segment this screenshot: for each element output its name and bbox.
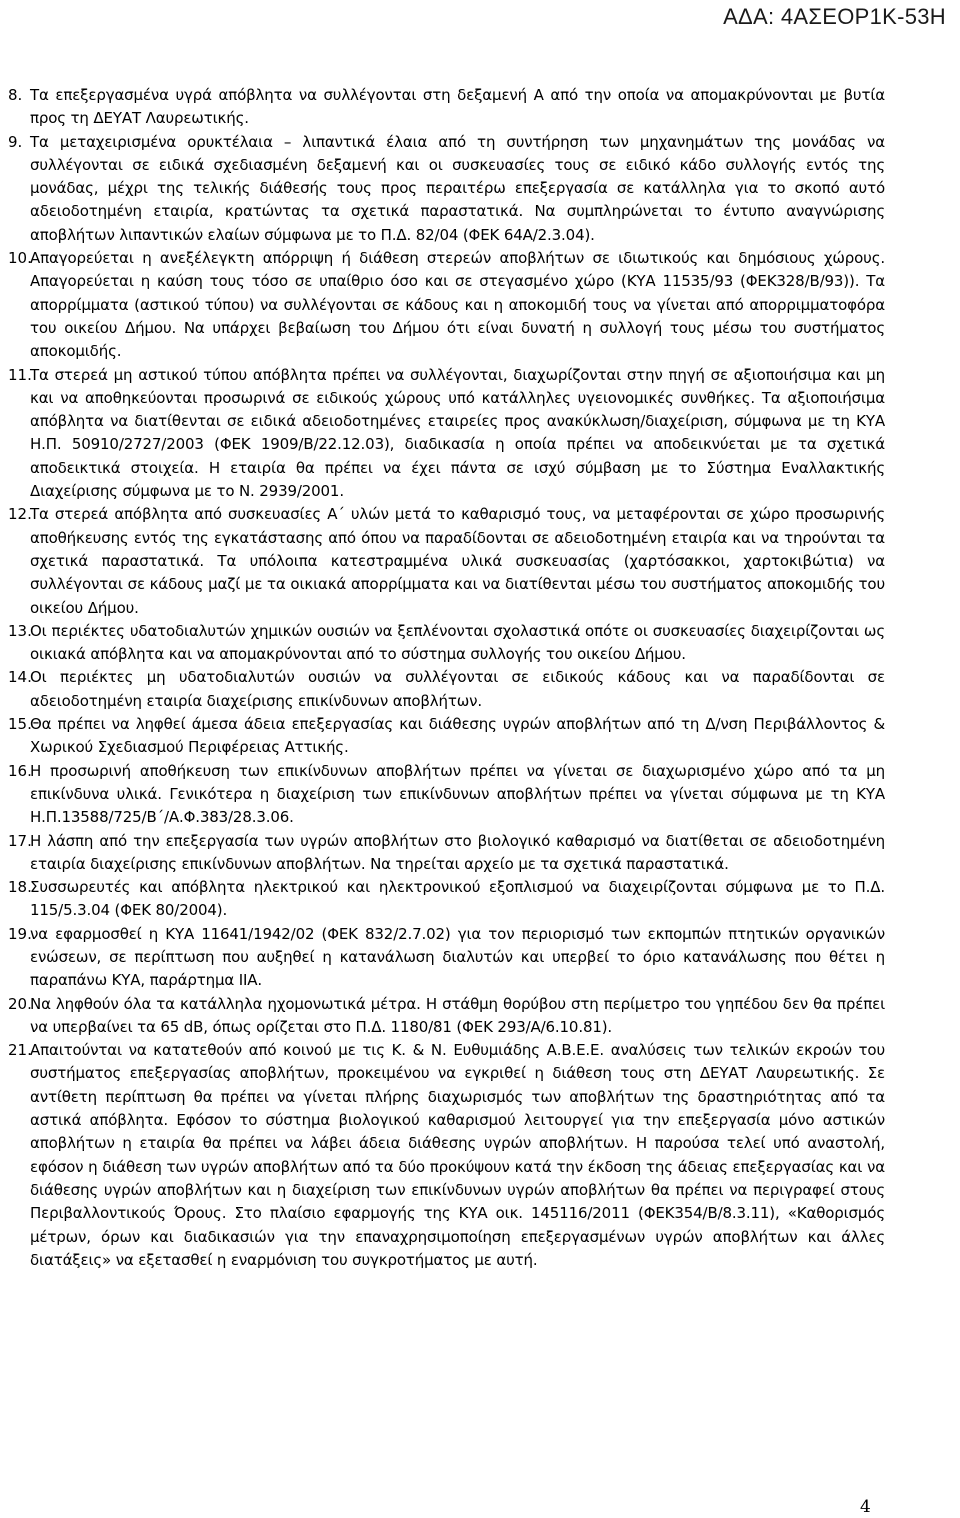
- item-number: 13.: [8, 621, 32, 640]
- list-item: [8, 830, 885, 877]
- item-text: Τα στερεά απόβλητα από συσκευασίες Α΄ υλών μετά το καθαρισμό τους, να μεταφέρονται σε χώρο προσωρινής αποθήκευσης εντός της εγκατάστασης από όπου να παραδίδονται σε αδειοδοτημένη εταιρία και να τηρούνται τα σχετικά παραστατικά. Τα υπόλοιπα κατεστραμμένα υλικά συσκευασίας (χαρτόσακκοι, χαρτοκιβώτια) να συλλέγονται σε κάδους μαζί με τα οικιακά απορρίμματα και να διατίθενται μέσω του συστήματος αποκομιδής του οικείου Δήμου.: [30, 505, 885, 617]
- item-number: 17.: [8, 831, 32, 850]
- item-text: Απαγορεύεται η ανεξέλεγκτη απόρριψη ή διάθεση στερεών αποβλήτων σε ιδιωτικούς και δημόσιους χώρους. Απαγορεύεται η καύση τους τόσο σε υπαίθριο όσο και σε στεγασμένο χώρο (ΚΥΑ 11535/93 (ΦΕΚ328/Β/93)). Τα απορρίμματα (αστικού τύπου) να συλλέγονται σε κάδους και η αποκομιδή τους να γίνεται από απορριμματοφόρα του οικείου Δήμου. Να υπάρχει βεβαίωση του Δήμου ότι είναι δυνατή η συλλογή τους μέσω του συστήματος αποκομιδής.: [30, 249, 885, 361]
- item-text: Να ληφθούν όλα τα κατάλληλα ηχομονωτικά μέτρα. Η στάθμη θορύβου στη περίμετρο του γηπέδου δεν θα πρέπει να υπερβαίνει τα 65 dB, όπως ορίζεται στο Π.Δ. 1180/81 (ΦΕΚ 293/Α/6.10.81).: [30, 994, 885, 1036]
- list-item: [8, 1039, 885, 1272]
- list-item: [8, 503, 885, 619]
- item-number: 9.: [8, 132, 23, 151]
- item-number: 14.: [8, 668, 32, 687]
- list-item: [8, 760, 885, 830]
- item-text: Η προσωρινή αποθήκευση των επικίνδυνων αποβλήτων πρέπει να γίνεται σε διαχωρισμένο χώρο από τα μη επικίνδυνα υλικά. Γενικότερα η διαχείριση των επικίνδυνων αποβλήτων πρέπει να γίνεται σύμφωνα με τη ΚΥΑ Η.Π.13588/725/Β΄/Α.Φ.383/28.3.06.: [30, 761, 885, 827]
- item-number: 20.: [8, 994, 32, 1013]
- item-number: 12.: [8, 505, 32, 524]
- list-item: [8, 993, 885, 1040]
- item-text: Θα πρέπει να ληφθεί άμεσα άδεια επεξεργασίας και διάθεσης υγρών αποβλήτων από τη Δ/νση Περιβάλλοντος & Χωρικού Σχεδιασμού Περιφέρειας Αττικής.: [30, 715, 885, 757]
- list-item: [8, 713, 885, 760]
- item-number: 15.: [8, 715, 32, 734]
- ada-code-header: ΑΔΑ: 4ΑΣΕΟΡ1Κ-53Η: [723, 4, 946, 29]
- item-number: 11.: [8, 365, 32, 384]
- list-item: [8, 364, 885, 504]
- item-number: 16.: [8, 761, 32, 780]
- item-number: 19.: [8, 924, 32, 943]
- document-body: [8, 84, 885, 1272]
- list-item: [8, 876, 885, 923]
- item-text: Οι περιέκτες μη υδατοδιαλυτών ουσιών να συλλέγονται σε ειδικούς κάδους και να παραδίδονται σε αδειοδοτημένη εταιρία διαχείρισης επικίνδυνων αποβλήτων.: [30, 668, 885, 710]
- item-text: Οι περιέκτες υδατοδιαλυτών χημικών ουσιών να ξεπλένονται σχολαστικά οπότε οι συσκευασίες διαχειρίζονται ως οικιακά απόβλητα και να απομακρύνονται από το σύστημα συλλογής του οικείου Δήμου.: [30, 621, 885, 664]
- list-item: [8, 620, 885, 667]
- item-text: Συσσωρευτές και απόβλητα ηλεκτρικού και ηλεκτρονικού εξοπλισμού να διαχειρίζονται σύμφωνα με το Π.Δ. 115/5.3.04 (ΦΕΚ 80/2004).: [30, 878, 885, 920]
- item-text: Τα στερεά μη αστικού τύπου απόβλητα πρέπει να συλλέγονται, διαχωρίζονται στην πηγή σε αξιοποιήσιμα και μη και να αποθηκεύονται προσωρινά σε ειδικούς χώρους υπό κατάλληλες υγειονομικές συνθήκες. Τα αξιοποιήσιμα απόβλητα να διατίθενται σε ειδικά αδειοδοτημένες εταιρείες προς ανακύκλωση/διαχείριση, σύμφωνα με τη ΚΥΑ Η.Π. 50910/2727/2003 (ΦΕΚ 1909/Β/22.12.03), διαδικασία η οποία πρέπει να αποδεικνύεται με τα σχετικά αποδεικτικά στοιχεία. Η εταιρία θα πρέπει να έχει πάντα σε ισχύ σύμβαση με το Σύστημα Εναλλακτικής Διαχείρισης σύμφωνα με το Ν. 2939/2001.: [30, 365, 885, 501]
- item-text: Απαιτούνται να κατατεθούν από κοινού με τις Κ. & Ν. Ευθυμιάδης Α.Β.Ε.Ε. αναλύσεις των τελικών εκροών του συστήματος επεξεργασίας αποβλήτων, προκειμένου να εγκριθεί η διάθεση τους στη ΔΕΥΑΤ Λαυρεωτικής. Σε αντίθετη περίπτωση θα πρέπει να γίνεται πλήρης διαχωρισμός των αποβλήτων της δραστηριότητας από τα αστικά απόβλητα. Εφόσον το σύστημα βιολογικού καθαρισμού λειτουργεί για την επεξεργασία μόνο αστικών αποβλήτων η εταιρία θα πρέπει να λάβει άδεια διάθεσης υγρών αποβλήτων. Η παρούσα τελεί υπό αναστολή, εφόσον η διάθεση των υγρών αποβλήτων από τα δύο προκύψουν κατά την έκδοση της άδειας επεξεργασίας και να διάθεσης υγρών αποβλήτων και η διαχείριση των επικίνδυνων υγρών αποβλήτων θα πρέπει να περιγραφεί στους Περιβαλλοντικούς Όρους. Στο πλαίσιο εφαρμογής της ΚΥΑ οικ. 145116/2011 (ΦΕΚ354/Β/8.3.11), «Καθορισμός μέτρων, όρων και διαδικασιών για την επαναχρησιμοποίηση επεξεργασμένων υγρών αποβλήτων και άλλες διατάξεις» να εξετασθεί η εναρμόνιση του συγκροτήματος με αυτή.: [30, 1041, 885, 1269]
- item-text: να εφαρμοσθεί η ΚΥΑ 11641/1942/02 (ΦΕΚ 832/2.7.02) για τον περιορισμό των εκπομπών πτητικών οργανικών ενώσεων, σε περίπτωση που αυξηθεί η κατανάλωση διαλυτών και υπερβεί το όριο κατανάλωσης που θέτει η παραπάνω ΚΥΑ, παράρτημα ΙΙΑ.: [30, 924, 885, 990]
- page-number: 4: [860, 1497, 871, 1517]
- item-number: 21.: [8, 1041, 32, 1060]
- list-item: [8, 131, 885, 247]
- list-item: [8, 247, 885, 363]
- list-item: [8, 666, 885, 713]
- item-number: 18.: [8, 878, 32, 897]
- item-text: Τα μεταχειρισμένα ορυκτέλαια – λιπαντικά έλαια από τη συντήρηση των μηχανημάτων της μονάδας να συλλέγονται σε ειδικά σχεδιασμένη δεξαμενή και οι συσκευασίες τους σε ειδικό κάδο συλλογής εντός της μονάδας, μέχρι της τελικής διάθεσής τους προς περαιτέρω επεξεργασία σε κατάλληλα για το σκοπό αυτό αδειοδοτημένη εταιρία, κρατώντας τα σχετικά παραστατικά. Να συμπληρώνεται το έντυπο αναγνώρισης αποβλήτων λιπαντικών ελαίων σύμφωνα με το Π.Δ. 82/04 (ΦΕΚ 64Α/2.3.04).: [30, 132, 885, 244]
- item-text: Η λάσπη από την επεξεργασία των υγρών αποβλήτων στο βιολογικό καθαρισμό να διατίθεται σε αδειοδοτημένη εταιρία διαχείρισης επικίνδυνων αποβλήτων. Να τηρείται αρχείο με τα σχετικά παραστατικά.: [30, 831, 885, 873]
- list-item: [8, 923, 885, 993]
- item-number: 8.: [8, 86, 23, 104]
- item-number: 10.: [8, 249, 32, 268]
- list-item: [8, 84, 885, 131]
- item-text: Τα επεξεργασμένα υγρά απόβλητα να συλλέγονται στη δεξαμενή Α από την οποία να απομακρύνονται με βυτία προς τη ΔΕΥΑΤ Λαυρεωτικής.: [30, 86, 885, 128]
